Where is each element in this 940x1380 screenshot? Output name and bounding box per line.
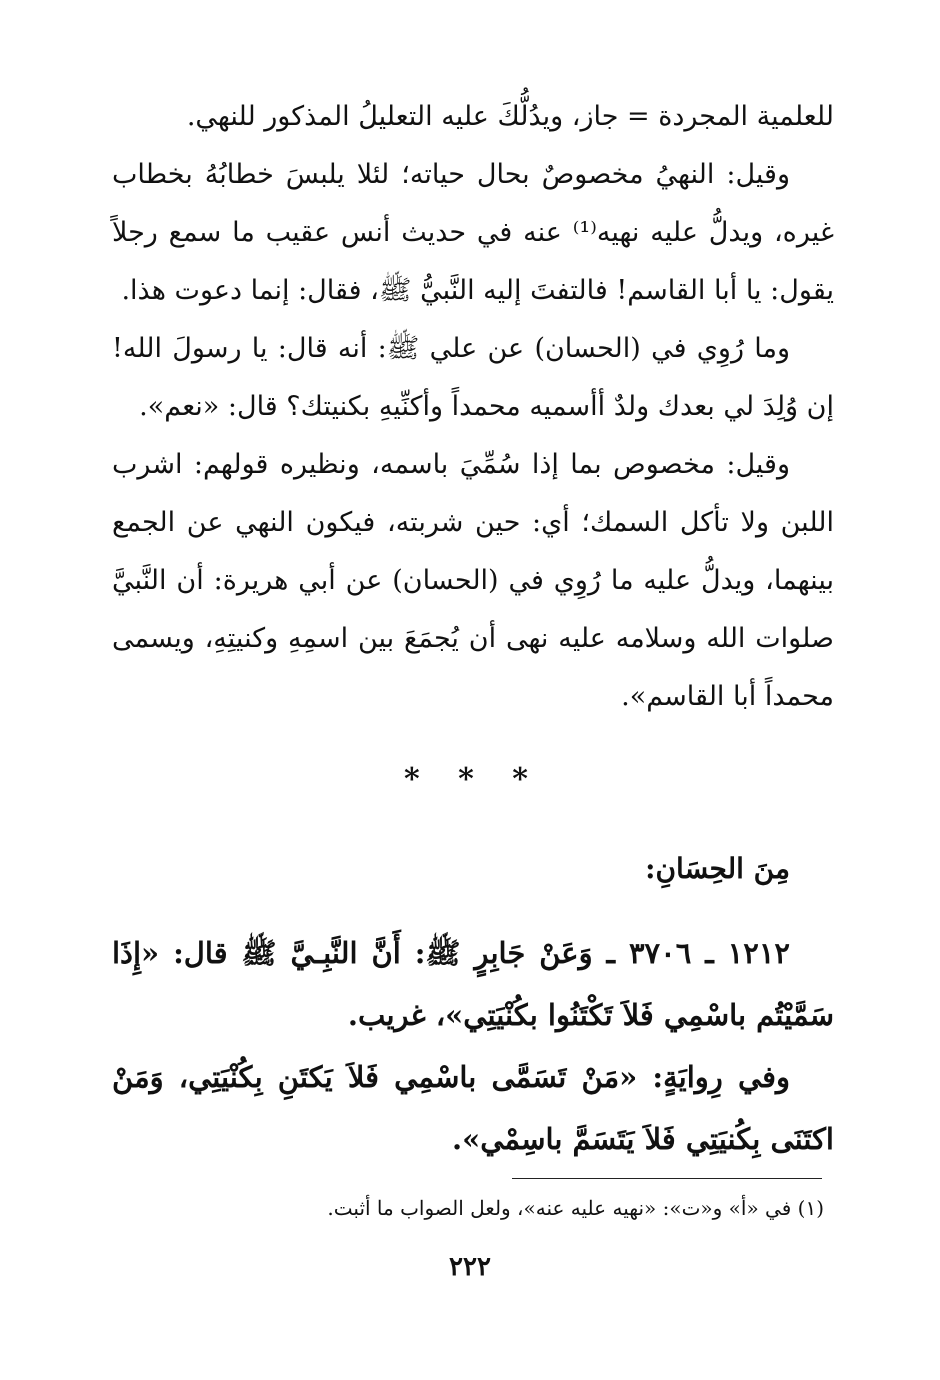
page-number: ٢٢٢ [449,1252,491,1282]
paragraph-second-opinion: وقيل: مخصوص بما إذا سُمِّيَ باسمه، ونظيره قولهم: اشرب اللبن ولا تأكل السمك؛ أي: حين شربته، فيكون النهي عن الجمع بينهما، ويدلُّ عليه ما رُوِي في (الحسان) عن أبي هريرة: أن النَّبيَّ صلوات الله وسلامه عليه نهى أن يُجمَعَ بين اسمِهِ وكنيتِهِ، ويسمى محمداً أبا القاسم». [112,449,834,712]
page-body [112,88,834,1170]
hadith-variant: وفي رِوايَةٍ: «مَنْ تَسَمَّى باسْمِي فَلاَ يَكتَنِ بِكُنْيَتِي، وَمَنْ اكتَنَى بِكُنيَتِي فَلاَ يَتَسَمَّ باسِمْي». [112,1060,834,1156]
footnote-divider [512,1178,822,1179]
hadith-text: ١٢١٢ ـ ٣٧٠٦ ـ وَعَنْ جَابِرٍ ﷺ: أَنَّ النَّبِـيَّ ﷺ قال: «إِذَا سَمَّيْتُم باسْمِي فَلاَ تَكْتَنُوا بكُنْيَتِي»، غريب. [112,936,834,1032]
section-heading: مِنَ الحِسَانِ: [645,852,790,885]
footnote: (١) في «أ» و«ت»: «نهيه عليه عنه»، ولعل الصواب ما أثبت. [327,1196,824,1220]
paragraph-continuation: للعلمية المجردة = جاز، ويدُلُّكَ عليه التعليلُ المذكور للنهي. [186,101,834,132]
section-separator: * * * [404,762,542,797]
paragraph-first-opinion: وقيل: النهيُ مخصوصٌ بحال حياته؛ لئلا يلبسَ خطابُهُ بخطاب غيره، ويدلُّ عليه نهيه⁽¹⁾ عنه في حديث أنس عقيب ما سمع رجلاً يقول: يا أبا القاسم! فالتفتَ إليه النَّبيُّ ﷺ، فقال: إنما دعوت هذا. [112,159,834,306]
paragraph-ali-narration: وما رُوِي في (الحسان) عن علي ﷺ: أنه قال: يا رسولَ الله! إن وُلِدَ لي بعدك ولدٌ أأسميه محمداً وأكنِّيهِ بكنيتك؟ قال: «نعم». [112,333,834,422]
